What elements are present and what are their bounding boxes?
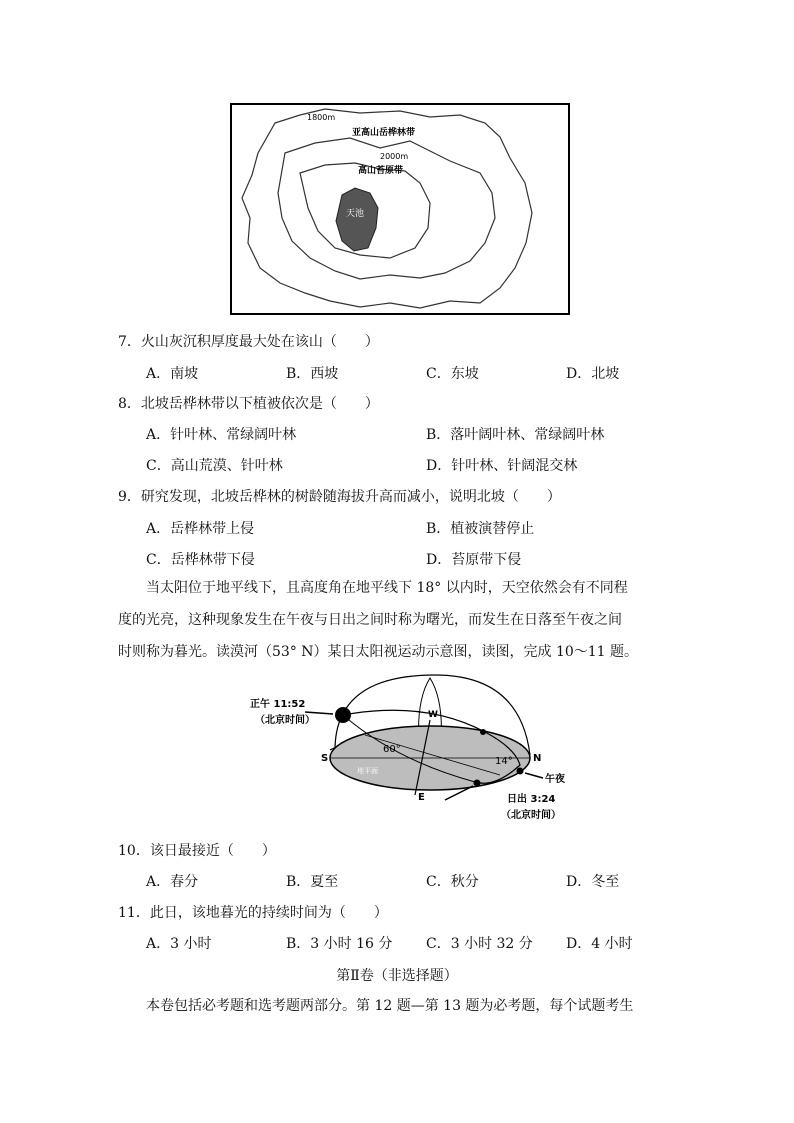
passage-line-2: 度的光亮，这种现象发生在午夜与日出之间时称为曙光，而发生在日落至午夜之间 (118, 612, 622, 628)
q10-option-b[interactable]: B．夏至 (286, 874, 339, 890)
label-n: N (533, 753, 542, 764)
q8-option-d[interactable]: D．针叶林、针阔混交林 (426, 458, 578, 474)
q9-stem: 9．研究发现，北坡岳桦林的树龄随海拔升高而减小，说明北坡（ ） (118, 489, 561, 505)
label-sunrise-tz: （北京时间） (501, 810, 561, 821)
q8-option-b[interactable]: B．落叶阔叶林、常绿阔叶林 (426, 427, 605, 443)
q9-option-d[interactable]: D．苔原带下侵 (426, 552, 522, 568)
label-alpine-tundra-belt: 高山苔原带 (358, 166, 404, 176)
q7-option-d[interactable]: D．北坡 (566, 366, 620, 382)
passage-line-3: 时则称为暮光。读漠河（53° N）某日太阳视运动示意图，读图，完成 10～11 题。 (118, 644, 639, 660)
label-horizon-plane: 地平面 (357, 767, 378, 775)
section-2-intro: 本卷包括必考题和选考题两部分。第 12 题—第 13 题为必考题，每个试题考生 (146, 998, 634, 1014)
label-lake: 天池 (346, 209, 365, 219)
section-2-title: 第Ⅱ卷（非选择题） (336, 968, 458, 984)
q11-option-d[interactable]: D．4 小时 (566, 936, 633, 952)
q11-stem: 11．此日，该地暮光的持续时间为（ ） (118, 905, 388, 921)
q9-option-c[interactable]: C．岳桦林带下侵 (146, 552, 255, 568)
q9-option-b[interactable]: B．植被演替停止 (426, 521, 535, 537)
q7-option-b[interactable]: B．西坡 (286, 366, 339, 382)
q11-option-b[interactable]: B．3 小时 16 分 (286, 936, 393, 952)
label-w: W (428, 710, 438, 720)
label-angle-60: 60° (383, 744, 401, 755)
q8-option-c[interactable]: C．高山荒漠、针叶林 (146, 458, 283, 474)
q7-option-a[interactable]: A．南坡 (146, 366, 199, 382)
label-midnight: 午夜 (545, 774, 565, 785)
q7-option-c[interactable]: C．东坡 (426, 366, 479, 382)
q10-option-c[interactable]: C．秋分 (426, 874, 479, 890)
q10-stem: 10．该日最接近（ ） (118, 843, 276, 859)
label-e: E (418, 792, 425, 803)
q11-option-a[interactable]: A．3 小时 (146, 936, 212, 952)
mountain-vegetation-map (230, 103, 570, 315)
label-s: S (321, 753, 329, 764)
q8-stem: 8．北坡岳桦林带以下植被依次是（ ） (118, 396, 379, 412)
q10-option-a[interactable]: A．春分 (146, 874, 199, 890)
q9-option-a[interactable]: A．岳桦林带上侵 (146, 521, 255, 537)
q11-option-c[interactable]: C．3 小时 32 分 (426, 936, 533, 952)
label-angle-14: 14° (495, 756, 513, 767)
label-noon: 正午 11:52 (250, 699, 306, 710)
label-noon-tz: （北京时间） (255, 715, 315, 726)
label-2000m: 2000m (380, 152, 409, 161)
q8-option-a[interactable]: A．针叶林、常绿阔叶林 (146, 427, 297, 443)
sun-icon (335, 707, 351, 723)
q7-stem: 7．火山灰沉积厚度最大处在该山（ ） (118, 334, 379, 350)
label-subalpine-belt: 亚高山岳桦林带 (352, 128, 416, 138)
q10-option-d[interactable]: D．冬至 (566, 874, 620, 890)
label-1800m: 1800m (307, 113, 336, 122)
sun-path-diagram (245, 670, 585, 830)
label-sunrise: 日出 3:24 (507, 794, 556, 805)
passage-line-1: 当太阳位于地平线下，且高度角在地平线下 18° 以内时，天空依然会有不同程 (146, 580, 628, 596)
